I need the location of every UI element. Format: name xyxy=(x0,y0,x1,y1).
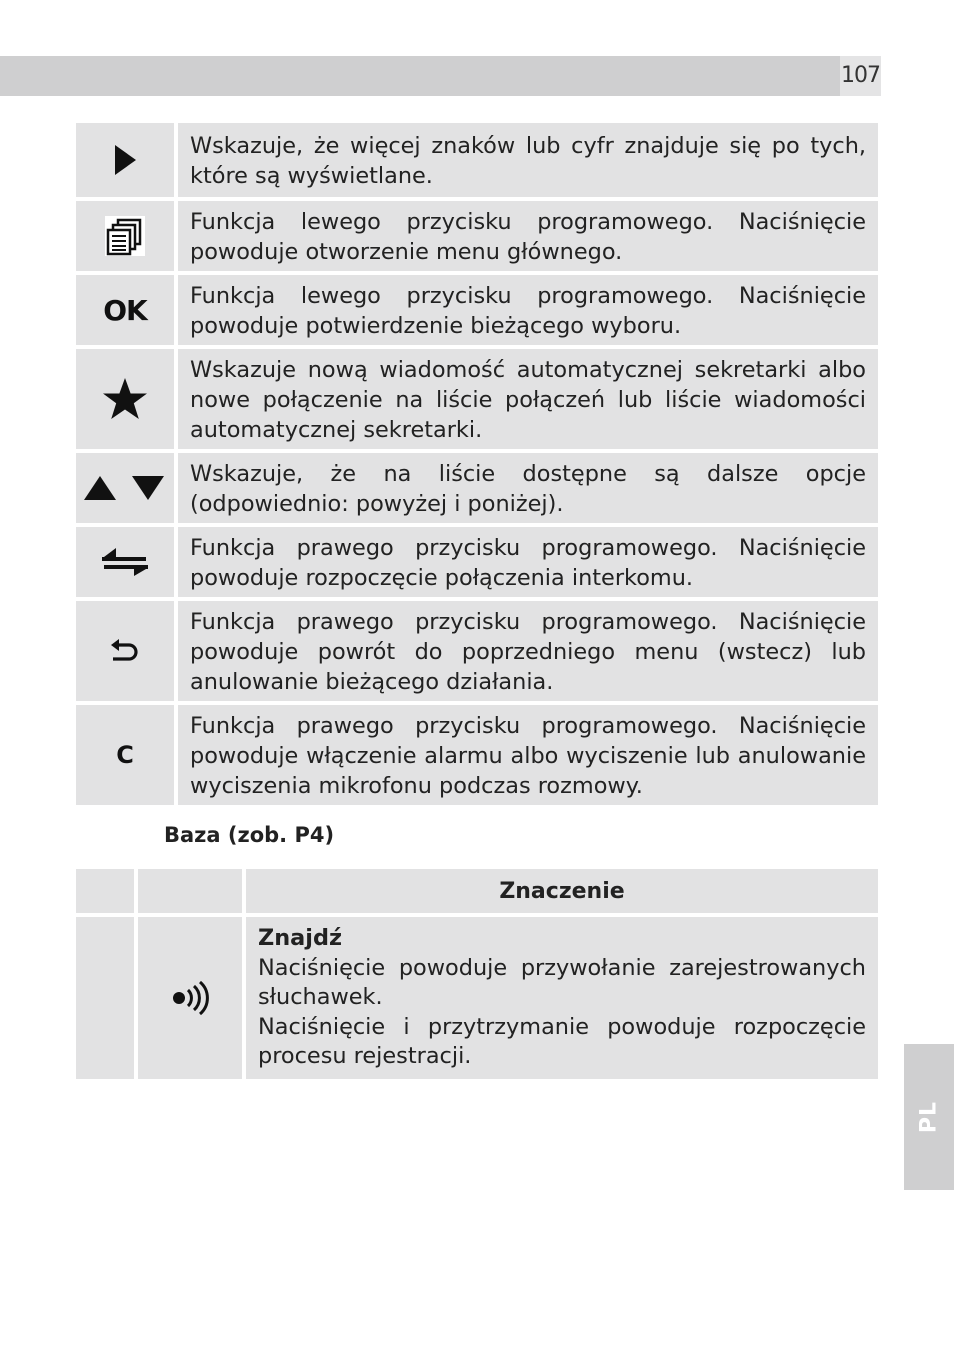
base-table xyxy=(76,869,878,1079)
ok-icon: OK xyxy=(103,293,147,327)
row-description: Funkcja lewego przycisku programowego. Naciśnięcie powoduje otworzenie menu głównego. xyxy=(178,197,878,271)
row-description: Wskazuje, że więcej znaków lub cyfr znajduje się po tych, które są wyświetlane. xyxy=(178,123,878,197)
header-bar xyxy=(0,56,840,96)
header-cell-empty xyxy=(138,869,246,913)
table-header-row xyxy=(76,869,878,913)
table-row xyxy=(76,271,878,345)
page-find-icon xyxy=(170,979,210,1017)
table-row xyxy=(76,449,878,523)
menu-icon xyxy=(104,215,146,257)
table-row xyxy=(76,597,878,701)
icon-cell xyxy=(76,597,178,701)
table-row xyxy=(76,197,878,271)
star-icon xyxy=(101,376,149,422)
icon-cell xyxy=(76,271,178,345)
row-description: Funkcja lewego przycisku programowego. Naciśnięcie powoduje potwierdzenie bieżącego wyboru. xyxy=(178,271,878,345)
language-tab xyxy=(904,1044,954,1190)
c-icon: C xyxy=(116,741,134,769)
icon-table xyxy=(76,123,878,805)
icon-cell xyxy=(76,123,178,197)
table-row xyxy=(76,123,878,197)
row-description: Funkcja prawego przycisku programowego. Naciśnięcie powoduje rozpoczęcie połączenia interkomu. xyxy=(178,523,878,597)
function-description-1: Naciśnięcie powoduje przywołanie zarejestrowanych słuchawek. xyxy=(258,954,866,1011)
row-description: Wskazuje nową wiadomość automatycznej sekretarki albo nowe połączenie na liście połączeń lub liście wiadomości automatycznej sekretarki. xyxy=(178,345,878,449)
row-description: Funkcja prawego przycisku programowego. Naciśnięcie powoduje powrót do poprzedniego menu (wstecz) lub anulowanie bieżącego działania. xyxy=(178,597,878,701)
icon-cell xyxy=(76,345,178,449)
icon-cell xyxy=(138,913,246,1079)
table-row xyxy=(76,523,878,597)
icon-cell xyxy=(76,449,178,523)
section-heading: Baza (zob. P4) xyxy=(164,823,335,847)
empty-cell xyxy=(76,913,138,1079)
row-description: Wskazuje, że na liście dostępne są dalsze opcje (odpowiednio: powyżej i poniżej). xyxy=(178,449,878,523)
language-label: PL xyxy=(916,1100,942,1134)
table-row xyxy=(76,345,878,449)
right-arrow-icon xyxy=(112,143,138,177)
up-down-arrows-icon xyxy=(82,472,168,504)
icon-cell xyxy=(76,701,178,805)
function-title: Znajdź xyxy=(258,925,343,952)
row-description: Funkcja prawego przycisku programowego. Naciśnięcie powoduje włączenie alarmu albo wyciszenie lub anulowanie wyciszenia mikrofonu podczas rozmowy. xyxy=(178,701,878,805)
header-cell-empty xyxy=(76,869,138,913)
page-number: 107 xyxy=(840,56,881,96)
icon-cell xyxy=(76,523,178,597)
column-header: Znaczenie xyxy=(246,869,878,913)
table-row xyxy=(76,913,878,1079)
base-row-description xyxy=(246,913,878,1079)
back-icon xyxy=(109,637,141,665)
function-description-2: Naciśnięcie i przytrzymanie powoduje rozpoczęcie procesu rejestracji. xyxy=(258,1013,866,1070)
intercom-icon xyxy=(100,545,150,579)
table-row xyxy=(76,701,878,805)
icon-cell xyxy=(76,197,178,271)
